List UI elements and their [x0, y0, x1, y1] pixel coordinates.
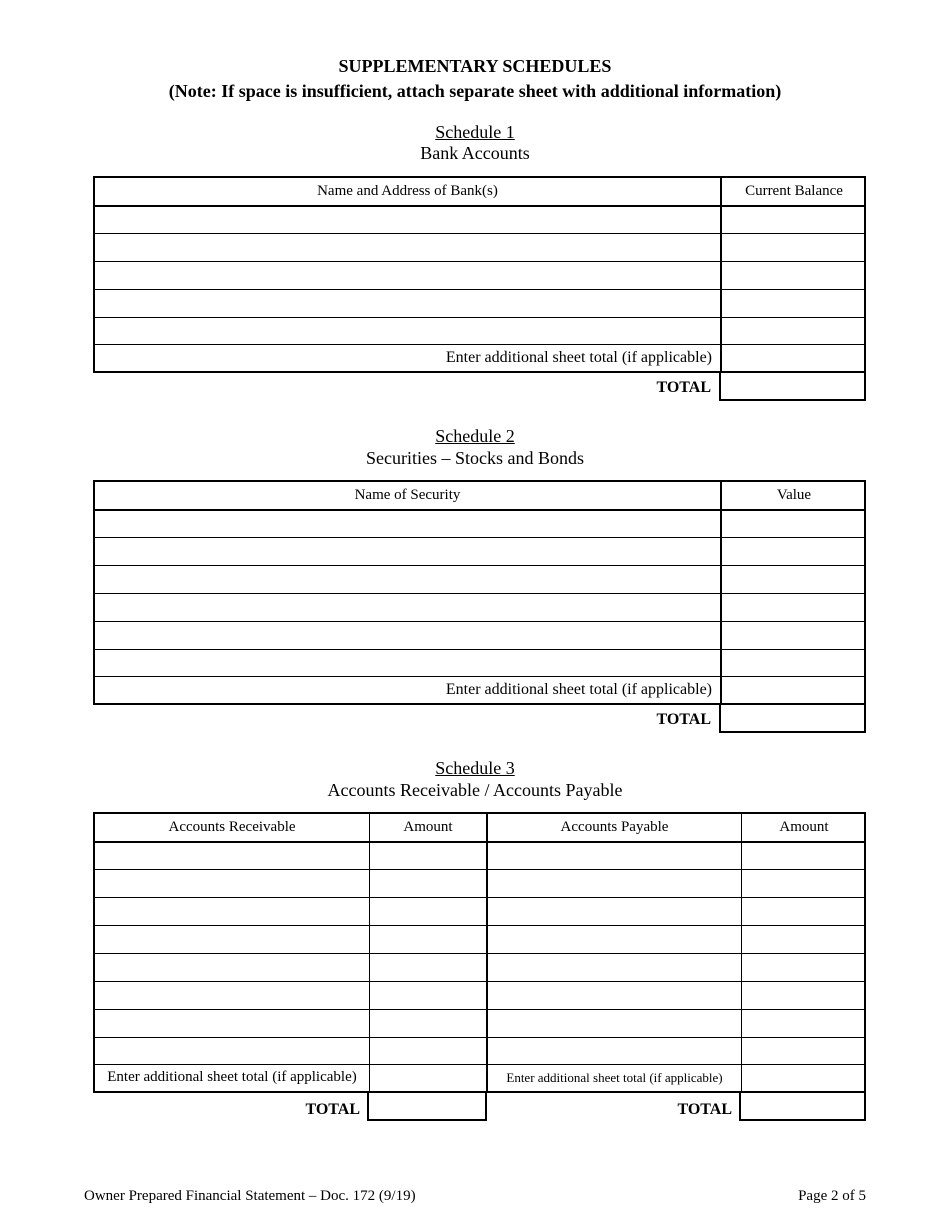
schedule-2-number: Schedule 2 [435, 426, 515, 446]
schedule-2-table [93, 480, 866, 705]
table-row[interactable] [95, 982, 864, 1010]
column-header-bank-name: Name and Address of Bank(s) [317, 183, 498, 199]
table-row[interactable] [95, 318, 864, 345]
table-row[interactable] [95, 926, 864, 954]
schedule-3-number: Schedule 3 [435, 758, 515, 778]
column-header-current-balance: Current Balance [745, 183, 843, 199]
total-value-box[interactable] [719, 703, 866, 733]
schedule-3-name: Accounts Receivable / Accounts Payable [327, 780, 623, 800]
table-row[interactable] [95, 650, 864, 677]
column-header-accounts-payable: Accounts Payable [560, 819, 669, 835]
schedule-3-table [93, 812, 866, 1093]
ar-additional-sheet-label: Enter additional sheet total (if applicable) [107, 1069, 357, 1085]
page-title: SUPPLEMENTARY SCHEDULES [338, 56, 612, 76]
column-header-ap-amount: Amount [779, 819, 829, 835]
total-label: TOTAL [656, 379, 711, 396]
page-note: (Note: If space is insufficient, attach separate sheet with additional information) [168, 81, 782, 101]
footer-page-number: Page 2 of 5 [798, 1188, 866, 1204]
schedule-2-name: Securities – Stocks and Bonds [366, 448, 584, 468]
ap-total-label: TOTAL [677, 1101, 732, 1118]
total-label: TOTAL [656, 711, 711, 728]
schedule-1-table [93, 176, 866, 373]
additional-sheet-label: Enter additional sheet total (if applicable) [445, 681, 712, 698]
schedule-1-name: Bank Accounts [420, 143, 530, 163]
total-value-box[interactable] [719, 371, 866, 401]
table-row[interactable] [95, 843, 864, 870]
table-row[interactable] [95, 898, 864, 926]
schedule-1-number: Schedule 1 [435, 122, 515, 142]
additional-sheet-label: Enter additional sheet total (if applicable) [445, 349, 712, 366]
table-row[interactable] [95, 1010, 864, 1038]
table-row[interactable] [95, 954, 864, 982]
table-row[interactable] [95, 511, 864, 538]
column-header-accounts-receivable: Accounts Receivable [168, 819, 296, 835]
ar-total-label: TOTAL [305, 1101, 360, 1118]
table-row[interactable] [95, 538, 864, 566]
footer-document-id: Owner Prepared Financial Statement – Doc. 172 (9/19) [84, 1188, 416, 1204]
table-row[interactable] [95, 234, 864, 262]
ap-total-value-box[interactable] [739, 1091, 866, 1121]
column-header-value: Value [776, 487, 812, 503]
column-header-security-name: Name of Security [354, 487, 461, 503]
table-row[interactable] [95, 566, 864, 594]
ap-additional-sheet-label: Enter additional sheet total (if applicable) [506, 1070, 723, 1085]
table-row[interactable] [95, 622, 864, 650]
table-row[interactable] [95, 594, 864, 622]
table-row[interactable] [95, 1038, 864, 1065]
table-row[interactable] [95, 207, 864, 234]
ar-total-value-box[interactable] [367, 1091, 487, 1121]
table-row[interactable] [95, 870, 864, 898]
table-row[interactable] [95, 262, 864, 290]
column-header-ar-amount: Amount [403, 819, 453, 835]
table-row[interactable] [95, 290, 864, 318]
